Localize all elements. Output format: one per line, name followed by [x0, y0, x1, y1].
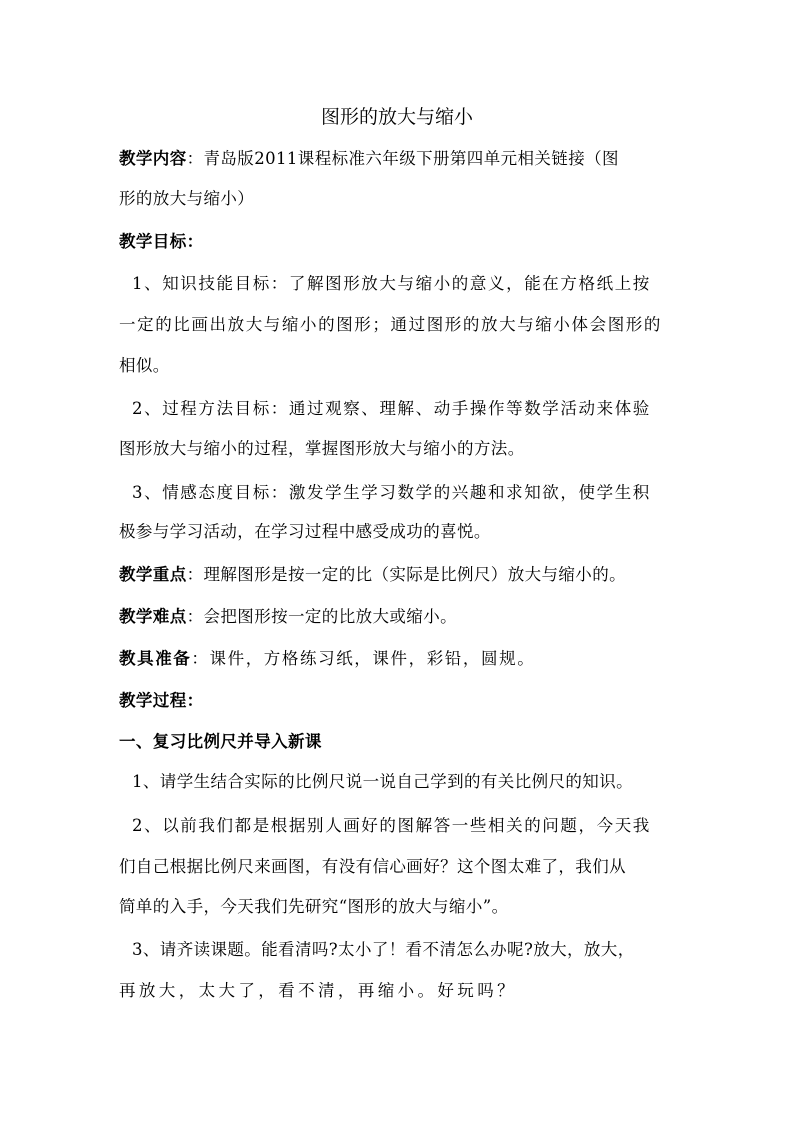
objective-1-line-2: 一定的比画出放大与缩小的图形；通过图形的放大与缩小体会图形的 [119, 315, 662, 334]
materials-line [119, 645, 679, 673]
section-1-item-2-line-2: 们自己根据比例尺来画图，有没有信心画好？这个图太难了，我们从 [119, 857, 626, 876]
materials-text: ：课件，方格练习纸，课件，彩铅，圆规。 [191, 649, 536, 668]
section-1-item-1: 1、请学生结合实际的比例尺说一说自己学到的有关比例尺的知识。 [132, 772, 633, 791]
objective-3-line-2: 极参与学习活动，在学习过程中感受成功的喜悦。 [119, 522, 491, 541]
key-points-line [119, 561, 679, 589]
difficulty-text: ：会把图形按一定的比放大或缩小。 [186, 607, 458, 626]
objective-1-line-3: 相似。 [119, 356, 170, 375]
key-points-label: 教学重点 [119, 565, 187, 584]
key-points-text: ：理解图形是按一定的比（实际是比例尺）放大与缩小的。 [186, 565, 627, 584]
document-title: 图形的放大与缩小 [320, 106, 473, 128]
difficulty-line [119, 603, 679, 631]
objective-1-line-1: 1、知识技能目标：了解图形放大与缩小的意义，能在方格纸上按 [132, 274, 651, 293]
section-1-item-2-line-1: 2、以前我们都是根据别人画好的图解答一些相关的问题，今天我 [132, 816, 651, 835]
difficulty-label: 教学难点 [119, 607, 187, 626]
section-1-item-2-line-3: 简单的入手，今天我们先研究“图形的放大与缩小”。 [119, 897, 509, 916]
section-1-item-3-line-1: 3、请齐读课题。能看清吗?太小了！看不清怎么办呢?放大，放大， [132, 940, 635, 959]
materials-label: 教具准备 [119, 649, 192, 668]
objective-3-line-1: 3、情感态度目标：激发学生学习数学的兴趣和求知欲，使学生积 [132, 483, 651, 502]
teaching-content-label: 教学内容 [119, 149, 187, 168]
section-1-heading: 一、复习比例尺并导入新课 [119, 732, 322, 751]
process-heading: 教学过程： [119, 691, 204, 710]
objective-2-line-2: 图形放大与缩小的过程，掌握图形放大与缩小的方法。 [119, 439, 525, 458]
objective-2-line-1: 2、过程方法目标：通过观察、理解、动手操作等数学活动来体验 [132, 399, 651, 418]
section-1-item-3-line-2: 再放大，太大了，看不清，再缩小。好玩吗？ [119, 981, 517, 1000]
teaching-content-text: ：青岛版2011课程标准六年级下册第四单元相关链接（图 [186, 149, 619, 168]
objectives-heading: 教学目标： [119, 232, 204, 251]
teaching-content-line-1 [119, 145, 679, 173]
teaching-content-line-2: 形的放大与缩小） [119, 189, 255, 208]
